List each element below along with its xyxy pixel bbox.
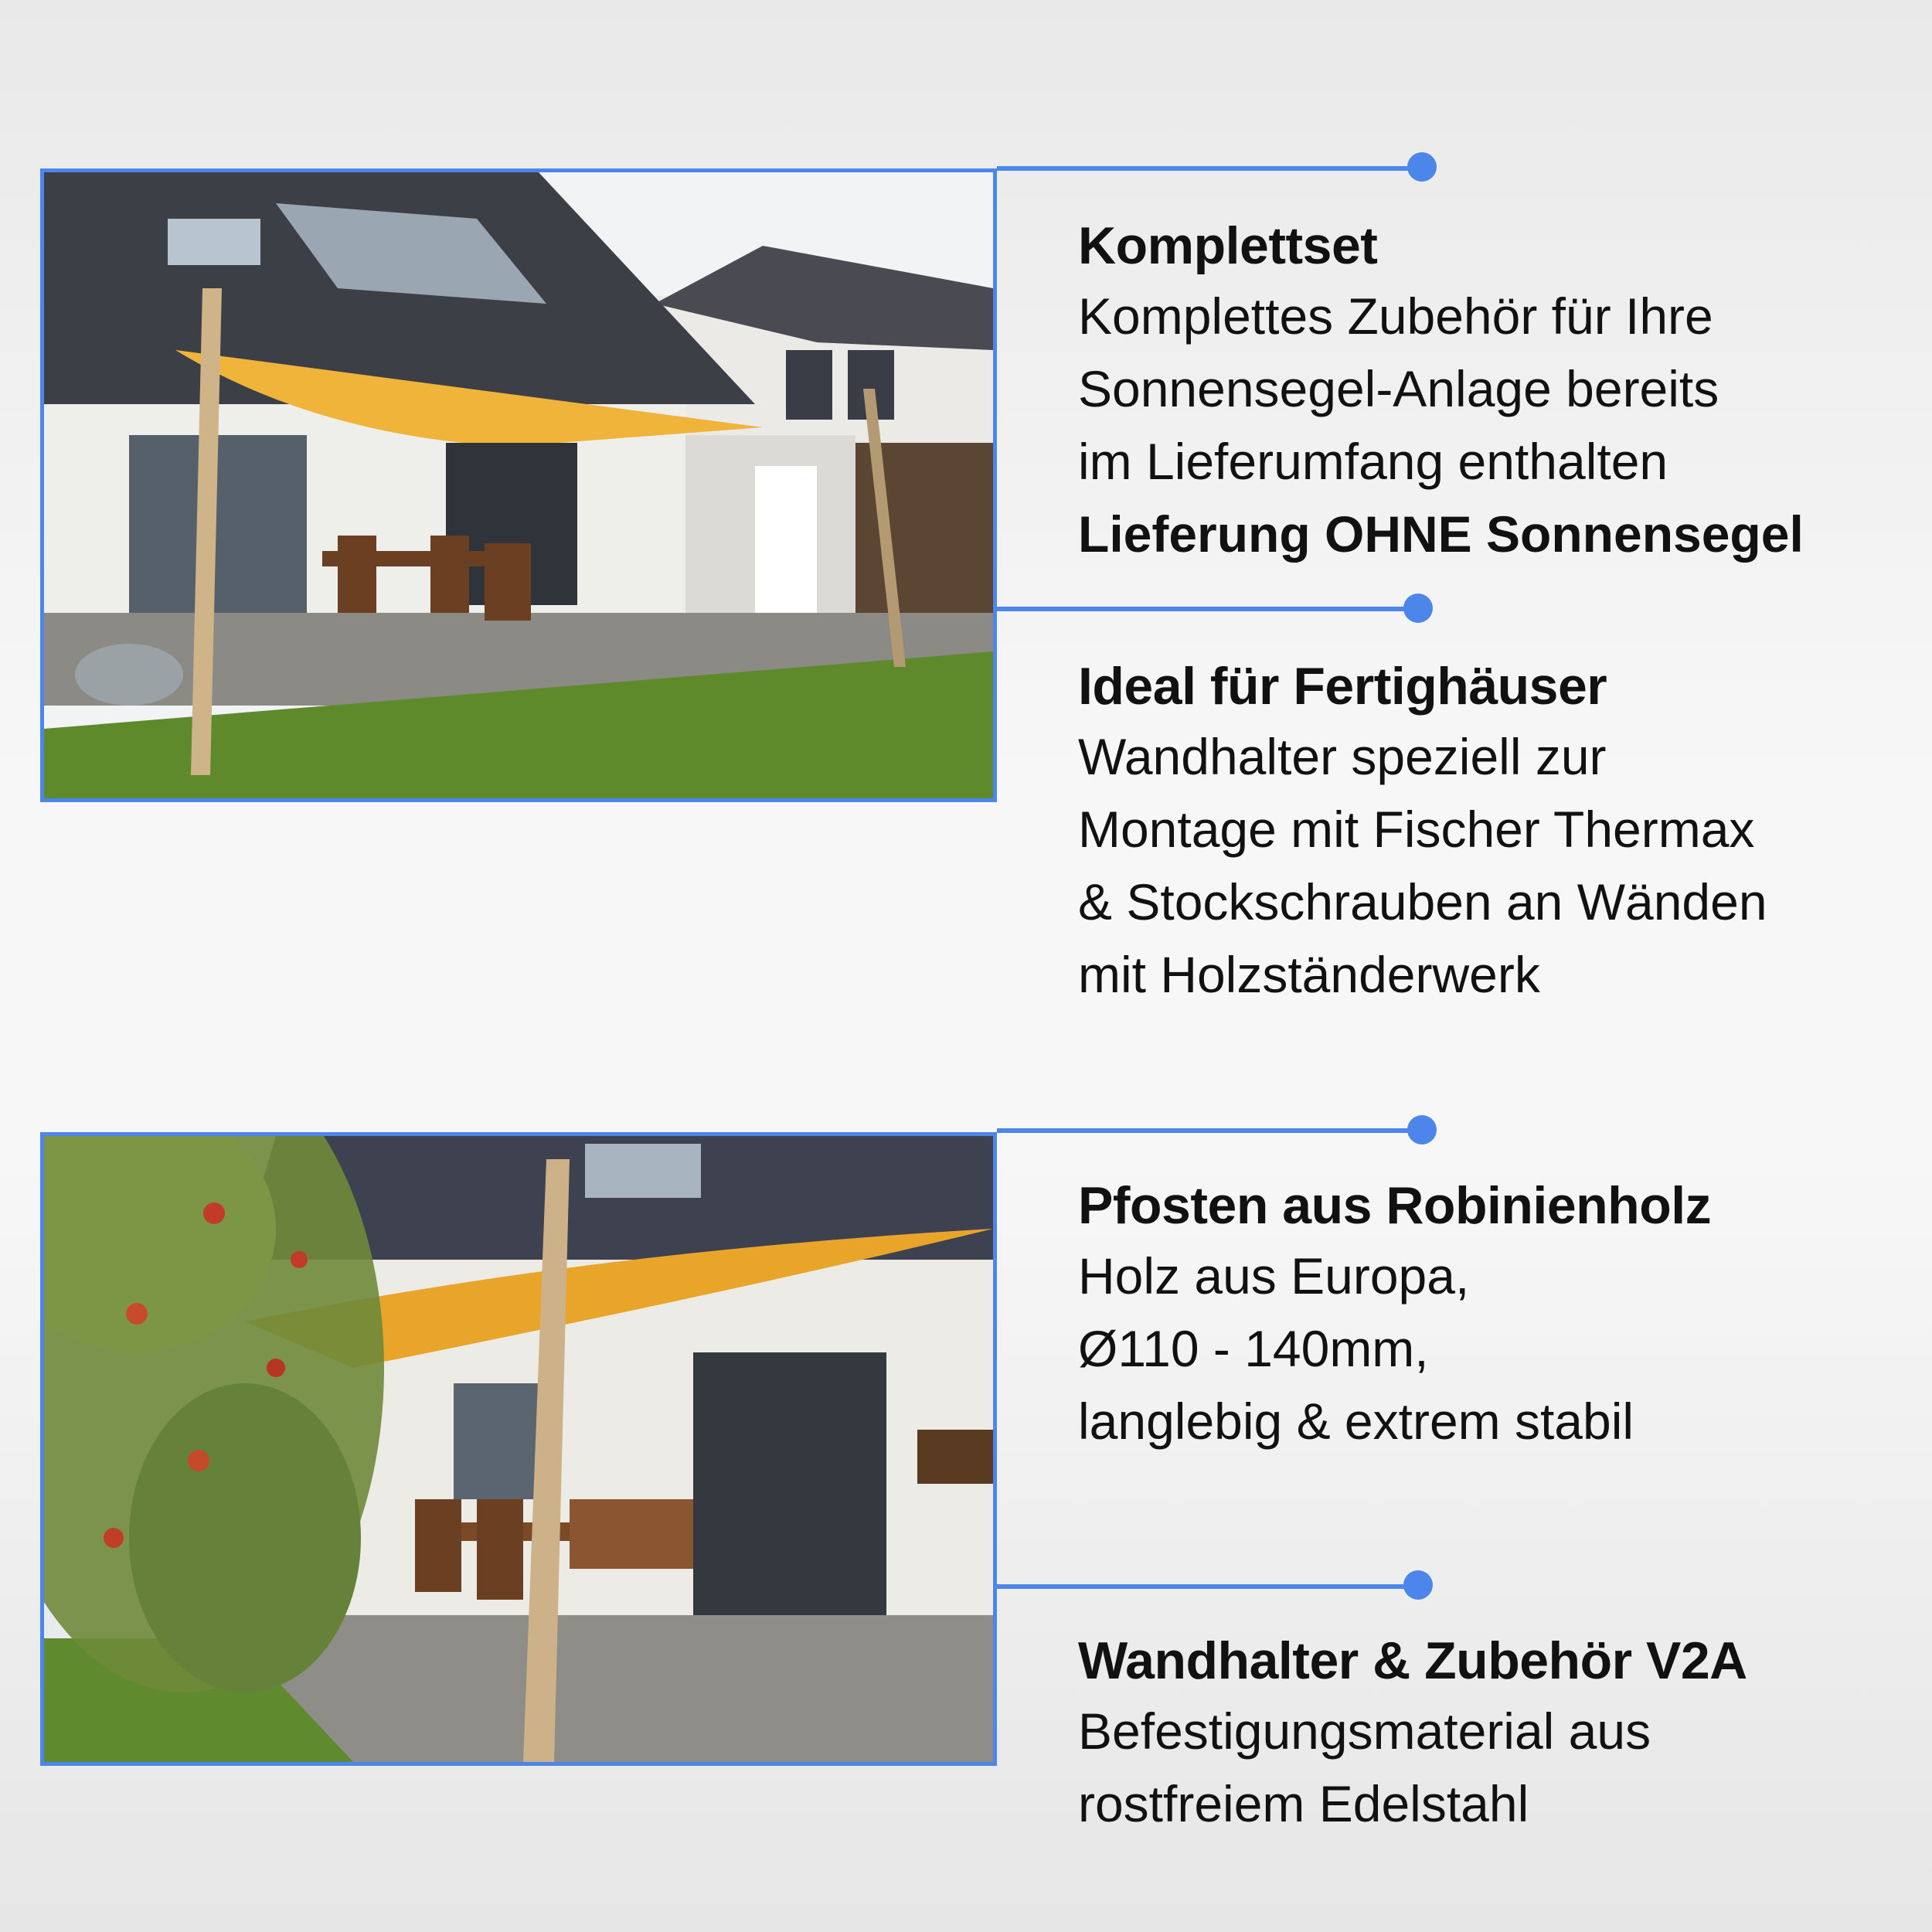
connector-line-1: [997, 166, 1422, 171]
connector-dot-2: [1403, 594, 1433, 623]
feature-line: im Lieferumfang enthalten: [1078, 433, 1668, 491]
house-garden-illustration: [44, 172, 993, 798]
feature-description: [1078, 1240, 1913, 1458]
feature-line: Wandhalter speziell zur: [1078, 728, 1607, 786]
feature-robinienholz: [1078, 1172, 1913, 1458]
feature-description: [1078, 720, 1913, 1011]
feature-line: langlebig & extrem stabil: [1078, 1393, 1634, 1451]
feature-fertighaeuser: [1078, 652, 1913, 1011]
connector-dot-4: [1403, 1570, 1433, 1600]
feature-line: Komplettes Zubehör für Ihre: [1078, 287, 1713, 345]
feature-line: rostfreiem Edelstahl: [1078, 1775, 1529, 1833]
feature-title: Ideal für Fertighäuser: [1078, 657, 1607, 716]
feature-description: [1078, 1695, 1913, 1840]
feature-line: Sonnensegel-Anlage bereits: [1078, 360, 1719, 418]
garden-terrace-photo-bottom: [40, 1132, 997, 1766]
feature-description: [1078, 280, 1913, 570]
feature-v2a: [1078, 1627, 1913, 1840]
feature-line: Holz aus Europa,: [1078, 1247, 1470, 1305]
feature-title: Pfosten aus Robinienholz: [1078, 1176, 1712, 1235]
feature-line: Montage mit Fischer Thermax: [1078, 801, 1755, 859]
feature-title: Wandhalter & Zubehör V2A: [1078, 1631, 1747, 1690]
feature-title: Komplettset: [1078, 216, 1378, 275]
feature-line: mit Holzständerwerk: [1078, 946, 1540, 1004]
house-apple-tree-illustration: [44, 1136, 993, 1762]
feature-line: & Stockschrauben an Wänden: [1078, 873, 1767, 931]
connector-dot-1: [1407, 152, 1437, 182]
garden-terrace-photo-top: [40, 168, 997, 802]
connector-line-3: [997, 1128, 1422, 1133]
connector-dot-3: [1407, 1115, 1437, 1145]
connector-line-2: [997, 607, 1414, 611]
feature-emphasis: Lieferung OHNE Sonnensegel: [1078, 505, 1804, 563]
feature-komplettset: [1078, 212, 1913, 570]
connector-line-4: [997, 1584, 1414, 1589]
feature-line: Ø110 - 140mm,: [1078, 1320, 1429, 1378]
feature-line: Befestigungsmaterial aus: [1078, 1702, 1651, 1760]
